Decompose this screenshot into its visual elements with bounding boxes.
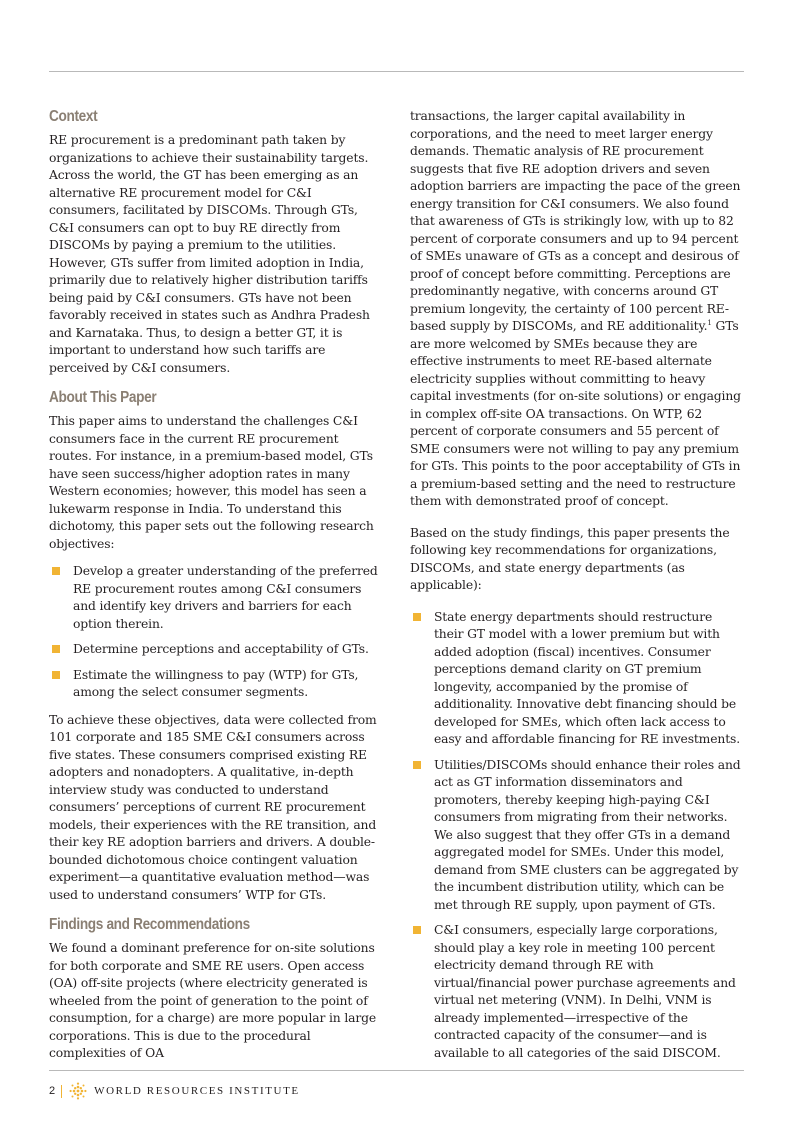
findings-heading: Findings and Recommendations (49, 916, 250, 933)
list-item (49, 667, 379, 702)
footer-separator (61, 1085, 62, 1098)
header-divider (49, 71, 744, 72)
recommendations-intro: Based on the study findings, this paper presents the following key recommendations for organizations, DISCOMs, and state energy departments (as applicable): (410, 525, 730, 592)
context-heading: Context (49, 108, 98, 125)
recommendations-list (410, 609, 744, 1063)
bullet-square-icon (413, 761, 421, 769)
objective-text: Determine perceptions and acceptability of GTs. (73, 642, 369, 656)
list-item (410, 922, 744, 1062)
footnote-marker[interactable]: 1 (707, 318, 712, 327)
about-intro-paragraph: This paper aims to understand the challenges C&I consumers face in the current RE procurement routes. For instance, in a premium-based model, GTs have seen success/higher adoption rates in many Western economies; however, this model has seen a lukewarm response in India. To understand this dichotomy, this paper sets out the following research objectives: (49, 414, 374, 551)
list-item (410, 757, 744, 915)
objective-text: Develop a greater understanding of the preferred RE procurement routes among C&I consumers and identify key drivers and barriers for each option therein. (73, 564, 378, 631)
page-number: 2 (49, 1085, 56, 1097)
right-column (410, 108, 744, 1072)
list-item (49, 641, 379, 659)
bullet-square-icon (413, 926, 421, 934)
findings-text-before-note: transactions, the larger capital availability in corporations, and the need to meet larger energy demands. Thematic analysis of RE procurement suggests that five RE adoption drivers and seven adoption barriers are impacting the pace of the green energy transition for C&I consumers. We also found that awareness of GTs is strikingly low, with up to 82 percent of corporate consumers and up to 94 percent of SMEs unaware of GTs as a concept and desirous of proof of concept before committing. Perceptions are predominantly negative, with concerns around GT premium longevity, the certainty of 100 percent RE-based supply by DISCOMs, and RE additionality. (410, 109, 741, 333)
organization-name: WORLD RESOURCES INSTITUTE (94, 1085, 300, 1097)
methods-paragraph: To achieve these objectives, data were collected from 101 corporate and 185 SME C&I consumers across five states. These consumers comprised existing RE adopters and nonadopters. A qualitative, in-depth interview study was conducted to understand consumers’ perceptions of current RE procurement models, their experiences with the RE transition, and their key RE adoption barriers and drivers. A double-bounded dichotomous choice contingent valuation experiment—a quantitative evaluation method—was used to understand consumers’ WTP for GTs. (49, 712, 377, 902)
objective-text: Estimate the willingness to pay (WTP) for GTs, among the select consumer segments. (73, 667, 359, 699)
footer-divider (49, 1070, 744, 1071)
bullet-square-icon (413, 613, 421, 621)
bullet-square-icon (52, 671, 60, 679)
findings-paragraph-continued (410, 108, 744, 511)
recommendation-text: Utilities/DISCOMs should enhance their roles and act as GT information disseminators and promoters, thereby keeping high-paying C&I consumers from migrating from their networks. We also suggest that they offer GTs in a demand aggregated model for SMEs. Under this model, demand from SME clusters can be aggregated by the incumbent distribution utility, which can be met through RE supply, upon payment of GTs. (434, 757, 741, 912)
recommendation-text: C&I consumers, especially large corporations, should play a key role in meeting 100 percent electricity demand through RE with virtual/financial power purchase agreements and virtual net metering (VNM). In Delhi, VNM is already implemented—irrespective of the contracted capacity of the consumer—and is available to all categories of the said DISCOM. (434, 923, 736, 1060)
context-paragraph: RE procurement is a predominant path taken by organizations to achieve their sustainability targets. Across the world, the GT has been emerging as an alternative RE procurement model for C&I consumers, facilitated by DISCOMs. Through GTs, C&I consumers can opt to buy RE directly from DISCOMs by paying a premium to the utilities. However, GTs suffer from limited adoption in India, primarily due to relatively higher distribution tariffs being paid by C&I consumers. GTs have not been favorably received in states such as Andhra Pradesh and Karnataka. Thus, to design a better GT, it is important to understand how such tariffs are perceived by C&I consumers. (49, 133, 370, 375)
findings-paragraph-start: We found a dominant preference for on-site solutions for both corporate and SME RE users. Open access (OA) off-site projects (where electricity generated is wheeled from the point of generation to the point of consumption, for a charge) are more popular in large corporations. This is due to the procedural complexities of OA (49, 941, 377, 1060)
objectives-list (49, 563, 379, 702)
about-heading: About This Paper (49, 389, 157, 406)
bullet-square-icon (52, 645, 60, 653)
recommendation-text: State energy departments should restructure their GT model with a lower premium but with added adoption (fiscal) incentives. Consumer perceptions demand clarity on GT premium longevity, accompanied by the promise of additionality. Innovative debt financing should be developed for SMEs, which often lack access to easy and affordable financing for RE investments. (434, 609, 740, 746)
bullet-square-icon (52, 567, 60, 575)
wri-star-logo-icon (69, 1082, 87, 1100)
findings-text-after-note: GTs are more welcomed by SMEs because they are effective instruments to meet RE-based alternate electricity supplies without committing to heavy capital investments (for on-site solutions) or engaging in complex off-site OA transactions. On WTP, 62 percent of corporate consumers and 55 percent of SME consumers were not willing to pay any premium for GTs. This points to the poor acceptability of GTs in a premium-based setting and the need to restructure them with demonstrated proof of concept. (410, 319, 741, 508)
list-item (49, 563, 379, 633)
left-column (49, 106, 379, 1073)
list-item (410, 609, 744, 749)
page-footer (49, 1081, 300, 1101)
